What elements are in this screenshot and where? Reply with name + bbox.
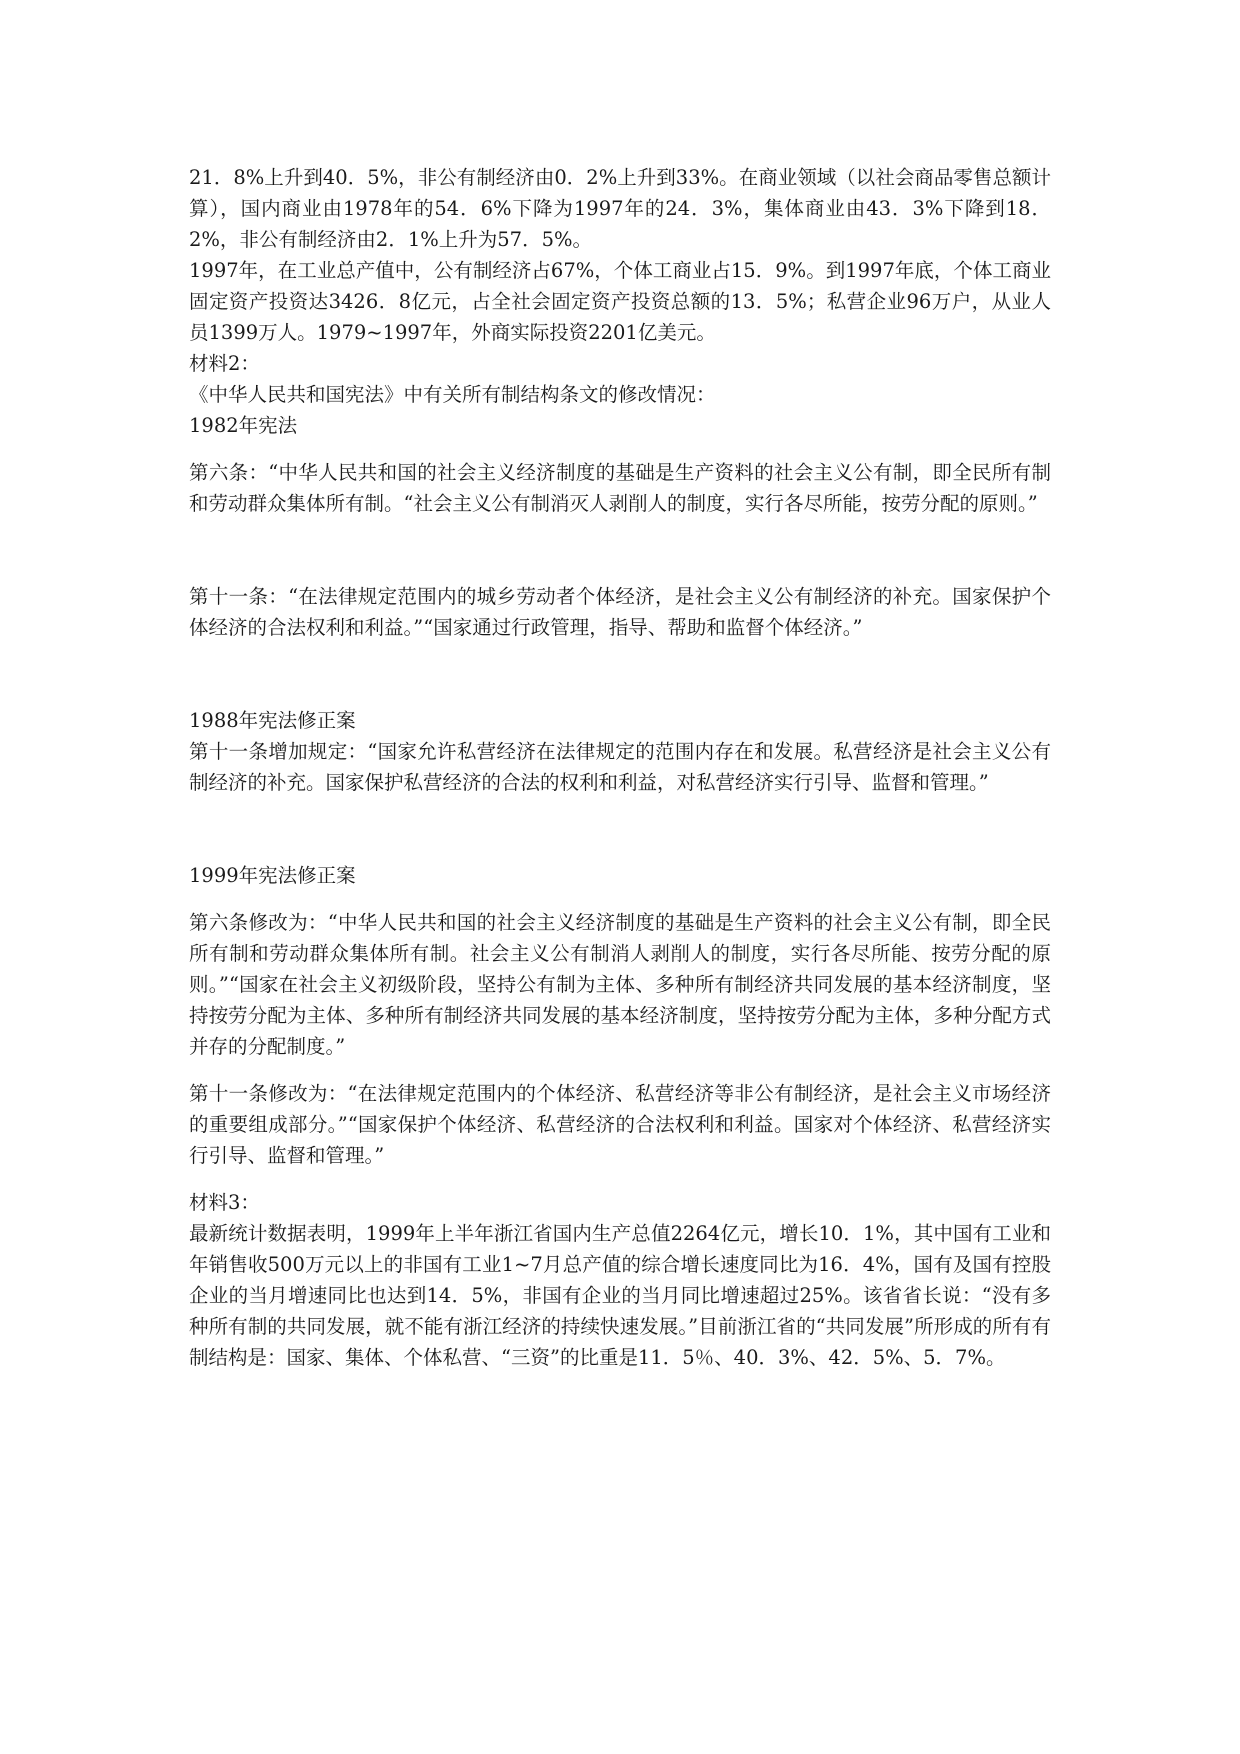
article-11-1999: 第十一条修改为：“在法律规定范围内的个体经济、私营经济等非公有制经济，是社会主义市场经济的重要组成部分。”“国家保护个体经济、私营经济的合法权利和利益。国家对个体经济、私营经济实行引导、监督和管理。”	[189, 1082, 1051, 1167]
amendment-1988-heading: 1988年宪法修正案	[189, 709, 356, 732]
article-6-1982: 第六条：“中华人民共和国的社会主义经济制度的基础是生产资料的社会主义公有制，即全民所有制和劳动群众集体所有制。“社会主义公有制消灭人剥削人的制度，实行各尽所能，按劳分配的原则。”	[189, 461, 1051, 515]
material-2-heading: 材料2：	[189, 352, 260, 375]
amendment-1999-heading: 1999年宪法修正案	[189, 864, 356, 887]
material-3-heading: 材料3：	[189, 1191, 260, 1214]
article-6-1999: 第六条修改为：“中华人民共和国的社会主义经济制度的基础是生产资料的社会主义公有制，即全民所有制和劳动群众集体所有制。社会主义公有制消人剥削人的制度，实行各尽所能、按劳分配的原则。”“国家在社会主义初级阶段，坚持公有制为主体、多种所有制经济共同发展的基本经济制度，坚持按劳分配为主体、多种所有制经济共同发展的基本经济制度，坚持按劳分配为主体，多种分配方式并存的分配制度。”	[189, 911, 1051, 1058]
stats-paragraph-1: 21．8%上升到40．5%，非公有制经济由0．2%上升到33%。在商业领域（以社会商品零售总额计算），国内商业由1978年的54．6%下降为1997年的24．3%，集体商业由43．3%下降到18．2%，非公有制经济由2．1%上升为57．5%。	[189, 166, 1051, 251]
stats-paragraph-2: 1997年，在工业总产值中，公有制经济占67%，个体工商业占15．9%。到1997年底，个体工商业固定资产投资达3426．8亿元，占全社会固定资产投资总额的13．5%；私营企业96万户，从业人员1399万人。1979~1997年，外商实际投资2201亿美元。	[189, 259, 1051, 344]
material-2-intro: 《中华人民共和国宪法》中有关所有制结构条文的修改情况：	[189, 383, 716, 406]
article-11-1982: 第十一条：“在法律规定范围内的城乡劳动者个体经济，是社会主义公有制经济的补充。国家保护个体经济的合法权利和利益。”“国家通过行政管理，指导、帮助和监督个体经济。”	[189, 585, 1051, 639]
article-11-1988: 第十一条增加规定：“国家允许私营经济在法律规定的范围内存在和发展。私营经济是社会主义公有制经济的补充。国家保护私营经济的合法的权利和利益，对私营经济实行引导、监督和管理。”	[189, 740, 1051, 794]
constitution-1982-heading: 1982年宪法	[189, 414, 298, 437]
document-page	[189, 162, 1051, 1373]
material-3-body: 最新统计数据表明，1999年上半年浙江省国内生产总值2264亿元，增长10．1%，其中国有工业和年销售收500万元以上的非国有工业1~7月总产值的综合增长速度同比为16．4%，国有及国有控股企业的当月增速同比也达到14．5%，非国有企业的当月同比增速超过25%。该省省长说：“没有多种所有制的共同发展，就不能有浙江经济的持续快速发展。”目前浙江省的“共同发展”所形成的所有有制结构是：国家、集体、个体私营、“三资”的比重是11．5％、40．3%、42．5%、5．7%。	[189, 1222, 1051, 1369]
